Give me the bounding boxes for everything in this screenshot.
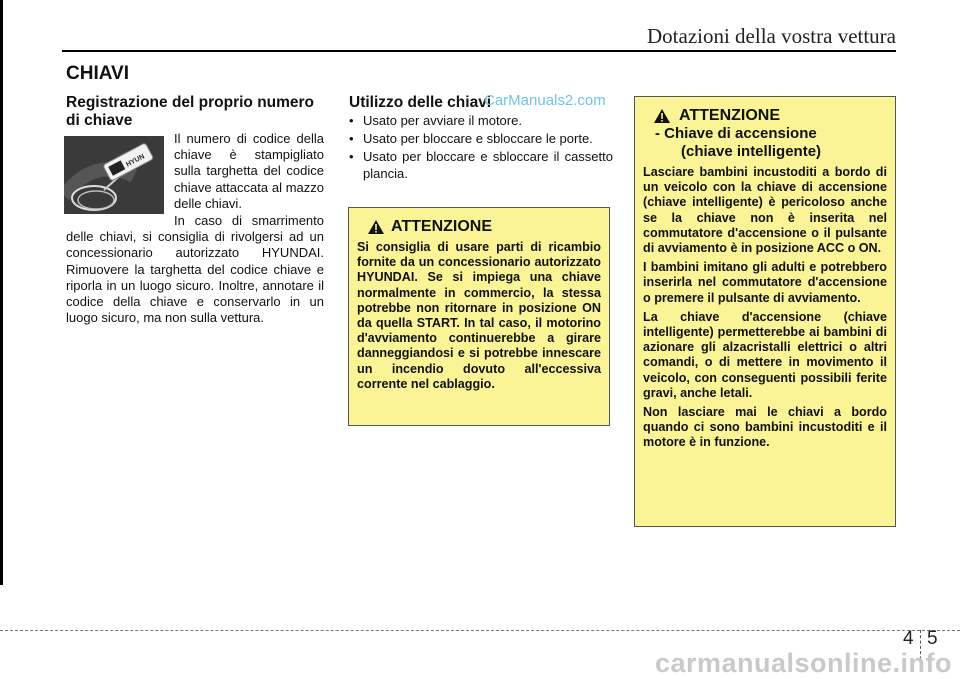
warning-paragraph: Non lasciare mai le chiavi a bordo quando ci sono bambini incustoditi e il motore è in funzione. (643, 405, 887, 450)
list-item: • Usato per avviare il motore. (349, 113, 613, 129)
warning-body: Si consiglia di usare parti di ricambio fornite da un concessionario autorizzato HYUNDAI. Se si impiega una chiave normalmente in commercio, la stessa potrebbe non ritornare in posizione ON da quella START. In tal caso, il motorino d'avviamento continuerebbe a girare danneggiandosi e si potrebbe innescare un incendio dovuto all'eccessiva corrente nel cablaggio. (357, 240, 601, 391)
list-item: • Usato per bloccare e sbloccare il cassetto plancia. (349, 149, 613, 181)
page-number: 5 (927, 628, 938, 649)
warning-box-smart-key (634, 96, 896, 527)
warning-box-spare-key (348, 207, 610, 426)
left-para-2: In caso di smarrimento delle chiavi, si consiglia di rivolgersi ad un concessionario autorizzato HYUNDAI. Rimuovere la targhetta del codice chiave e riporla in un luogo sicuro. Inoltre, annotare il codice della chiave e conservarlo in un luogo sicuro, ma non sulla vettura. (66, 213, 324, 326)
warning-body (643, 165, 887, 451)
chapter-number: 4 (903, 628, 914, 649)
left-heading: Registrazione del proprio numero di chiave (66, 94, 315, 129)
key-tag-illustration (64, 136, 164, 214)
warning-subtitle-1: - Chiave di accensione (655, 125, 817, 142)
warning-header (367, 218, 601, 236)
warning-subtitle-2: (chiave intelligente) (681, 143, 822, 160)
mid-heading: Utilizzo delle chiavi (349, 94, 492, 111)
footer-rule (0, 630, 960, 631)
left-para-1: Il numero di codice della chiave è stampigliato sulla targhetta del codice chiave attaccata al mazzo delle chiavi. (174, 131, 324, 211)
key-usage-list (349, 113, 613, 184)
key-tag-text: HYUN (125, 153, 146, 169)
warning-title: ATTENZIONE (679, 107, 781, 124)
section-title: CHIAVI (66, 63, 129, 84)
warning-triangle-icon (653, 108, 671, 124)
warning-paragraph: Lasciare bambini incustoditi a bordo di un veicolo con la chiave di accensione (chiave intelligente) è pericoloso anche se la chiave non è inserita nel commutatore d'accensione o il pulsante di avviamento è in posizione ACC o ON. (643, 165, 887, 256)
warning-triangle-icon (367, 219, 385, 235)
list-item: • Usato per bloccare e sbloccare le porte. (349, 131, 613, 147)
warning-title: ATTENZIONE (391, 218, 493, 235)
warning-paragraph: I bambini imitano gli adulti e potrebbero inserirla nel commutatore d'accensione o premere il pulsante di avviamento. (643, 260, 887, 305)
watermark-text: CarManuals2.com (484, 92, 606, 109)
header-rule (62, 50, 896, 52)
header-title: Dotazioni della vostra vettura (647, 24, 896, 48)
footer-brand-watermark: carmanualsonline.info (654, 648, 952, 678)
warning-header (653, 107, 887, 125)
left-edge-bar (0, 0, 3, 585)
key-tag-image (64, 136, 164, 214)
warning-paragraph: La chiave d'accensione (chiave intelligente) permetterebbe ai bambini di azionare gli alzacristalli elettrici o altri comandi, o di mettere in movimento il veicolo, con conseguenti possibili ferite gravi, anche letali. (643, 309, 887, 400)
